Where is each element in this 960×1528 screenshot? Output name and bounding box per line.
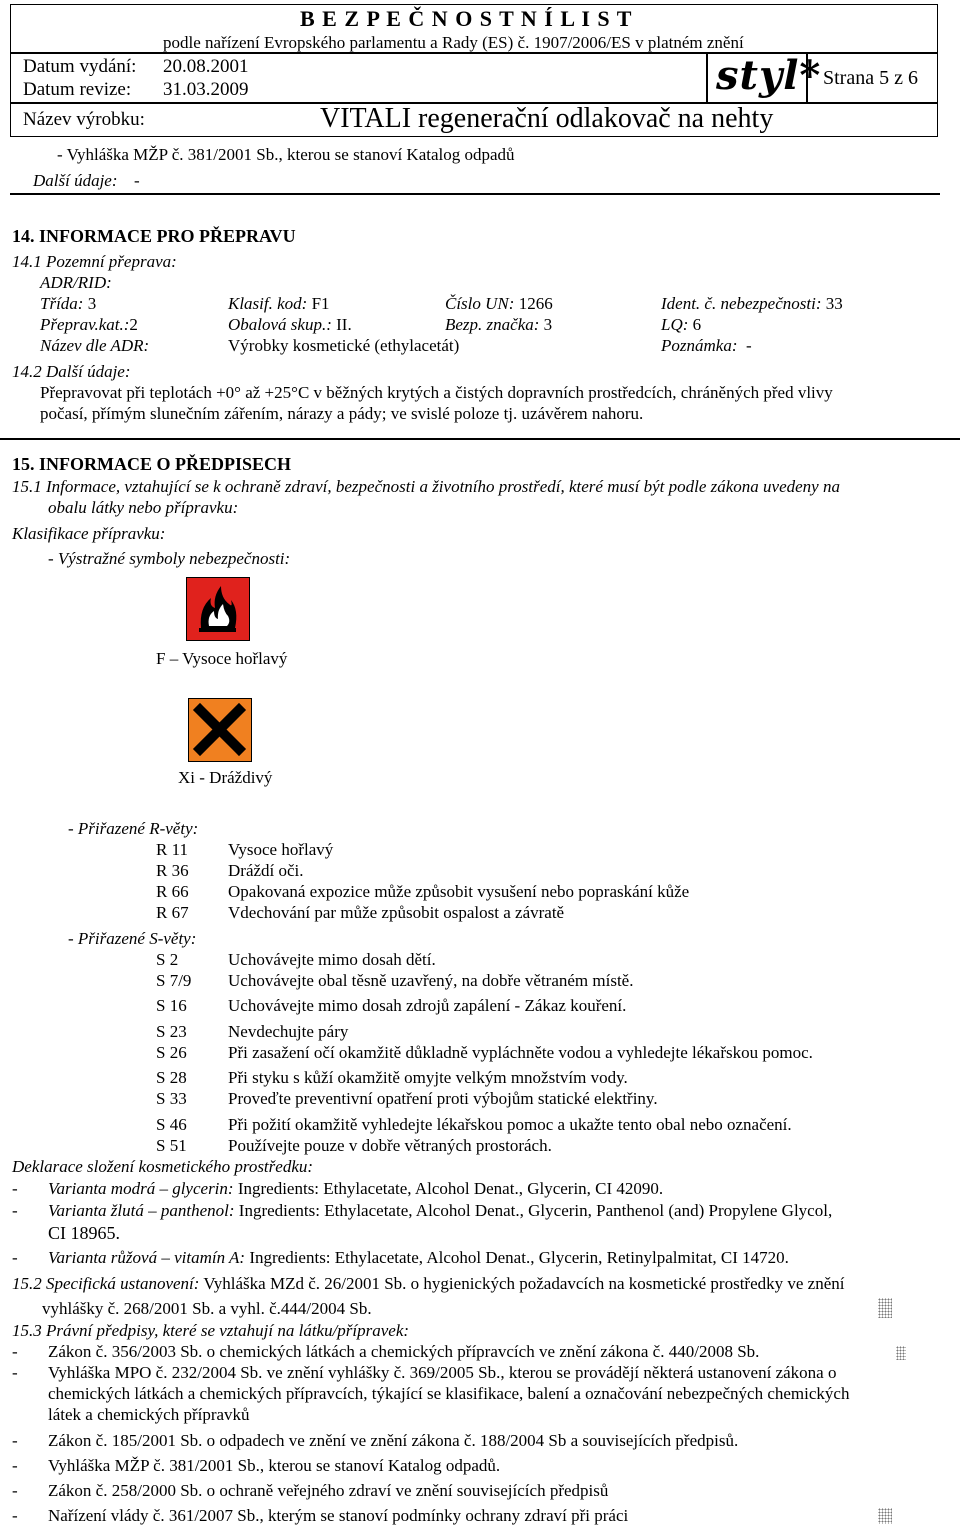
specific-provisions-cont: vyhlášky č. 268/2001 Sb. a vyhl. č.444/2004 Sb. <box>42 1299 372 1318</box>
transport-other-label: 14.2 Další údaje: <box>12 362 131 381</box>
document-subtitle: podle nařízení Evropského parlamentu a Rady (ES) č. 1907/2006/ES v platném znění <box>163 33 744 52</box>
s-phrase-code: S 46 <box>156 1115 187 1134</box>
s-phrase-text: Proveďte preventivní opatření proti výbojům statické elektřiny. <box>228 1089 658 1108</box>
s-phrase-code: S 2 <box>156 950 179 969</box>
specific-provisions: 15.2 Specifická ustanovení: Vyhláška MZd č. 26/2001 Sb. o hygienických požadavcích na kosmetické prostředky ve znění <box>12 1274 845 1293</box>
hazard-identification: Ident. č. nebezpečnosti: 33 <box>661 294 843 313</box>
section-divider <box>0 438 960 440</box>
adr-classification-code: Klasif. kod: F1 <box>228 294 330 313</box>
regulatory-info-line-2: obalu látky nebo přípravku: <box>48 498 239 517</box>
adr-class: Třída: 3 <box>40 294 97 313</box>
transport-other-line-2: počasí, přímým slunečním zářením, nárazy a pády; ve svislé poloze tj. uzávěrem nahoru. <box>40 404 644 423</box>
variant-blue: Varianta modrá – glycerin: Ingredients: Ethylacetate, Alcohol Denat., Glycerin, CI 42090. <box>48 1179 664 1198</box>
revision-date-label: Datum revize: <box>23 79 132 100</box>
revision-date: 31.03.2009 <box>163 79 249 100</box>
adr-note: Poznámka: - <box>661 336 752 355</box>
scan-artifact <box>878 1298 892 1318</box>
product-label: Název výrobku: <box>23 109 145 130</box>
transport-other-line-1: Přepravovat při teplotách +0° až +25°C v běžných krytých a čistých dopravních prostředcích, chráněných před vlivy <box>40 383 833 402</box>
list-dash: - <box>12 1201 18 1220</box>
list-dash: - <box>12 1456 18 1475</box>
issue-date-label: Datum vydání: <box>23 56 137 77</box>
transport-category: Přeprav.kat.:2 <box>40 315 138 334</box>
declaration-label: Deklarace složení kosmetického prostředku: <box>12 1157 314 1176</box>
list-dash: - <box>12 1431 18 1450</box>
r-phrase-text: Vdechování par může způsobit ospalost a závratě <box>228 903 565 922</box>
styl-logo: styl* <box>716 52 822 99</box>
s-phrases-label: - Přiřazené S-věty: <box>68 929 197 948</box>
variant-yellow-cont: CI 18965. <box>48 1223 120 1243</box>
product-name: VITALI regenerační odlakovač na nehty <box>320 103 774 134</box>
r-phrase-text: Vysoce hořlavý <box>228 840 334 859</box>
legal-item: Zákon č. 258/2000 Sb. o ochraně veřejného zdraví ve znění souvisejících předpisů <box>48 1481 609 1500</box>
s-phrase-text: Při požití okamžitě vyhledejte lékařskou pomoc a ukažte tento obal nebo označení. <box>228 1115 792 1134</box>
list-dash: - <box>12 1363 18 1382</box>
other-info-label: Další údaje: <box>33 171 118 190</box>
s-phrase-code: S 16 <box>156 996 187 1015</box>
waste-catalog-line: - Vyhláška MŽP č. 381/2001 Sb., kterou se stanoví Katalog odpadů <box>57 145 515 164</box>
legal-item: Vyhláška MPO č. 232/2004 Sb. ve znění vyhlášky č. 369/2005 Sb., kterou se provádějí některá ustanovení zákona o <box>48 1363 837 1382</box>
classification-label: Klasifikace přípravku: <box>12 524 166 543</box>
document-title: B E Z P E Č N O S T N Í L I S T <box>300 6 633 31</box>
s-phrase-code: S 23 <box>156 1022 187 1041</box>
legal-item: Zákon č. 356/2003 Sb. o chemických látkách a chemických přípravcích ve znění zákona č. 440/2008 Sb. <box>48 1342 760 1361</box>
legal-regulations-label: 15.3 Právní předpisy, které se vztahují na látku/přípravek: <box>12 1321 410 1340</box>
list-dash: - <box>12 1342 18 1361</box>
regulatory-info-line-1: 15.1 Informace, vztahující se k ochraně zdraví, bezpečnosti a životního prostředí, které musí být podle zákona uvedeny na <box>12 477 840 496</box>
other-info-value: - <box>134 171 140 190</box>
r-phrase-code: R 67 <box>156 903 189 922</box>
hazard-symbols-label: - Výstražné symboly nebezpečnosti: <box>48 549 291 568</box>
legal-item-cont: látek a chemických přípravků <box>48 1405 250 1424</box>
s-phrase-text: Nevdechujte páry <box>228 1022 349 1041</box>
x-cross-icon <box>188 698 252 762</box>
s-phrase-text: Uchovávejte obal těsně uzavřený, na dobře větraném místě. <box>228 971 634 990</box>
s-phrase-code: S 26 <box>156 1043 187 1062</box>
s-phrase-text: Při zasažení očí okamžitě důkladně vypláchněte vodou a vyhledejte lékařskou pomoc. <box>228 1043 813 1062</box>
s-phrase-code: S 7/9 <box>156 971 192 990</box>
issue-date: 20.08.2001 <box>163 56 249 77</box>
section-15-heading: 15. INFORMACE O PŘEDPISECH <box>12 454 292 474</box>
legal-item-cont: chemických látkách a chemických přípravcích, týkající se klasifikace, balení a označování nebezpečných chemických <box>48 1384 850 1403</box>
list-dash: - <box>12 1506 18 1525</box>
symbol-f-label: F – Vysoce hořlavý <box>156 649 288 668</box>
s-phrase-text: Při styku s kůží okamžitě omyjte velkým množstvím vody. <box>228 1068 628 1087</box>
section-14-heading: 14. INFORMACE PRO PŘEPRAVU <box>12 226 296 246</box>
list-dash: - <box>12 1481 18 1500</box>
legal-item: Nařízení vlády č. 361/2007 Sb., kterým se stanoví podmínky ochrany zdraví při práci <box>48 1506 629 1525</box>
list-dash: - <box>12 1248 18 1267</box>
section-divider <box>10 193 940 195</box>
adr-rid-label: ADR/RID: <box>40 273 112 292</box>
s-phrase-text: Uchovávejte mimo dosah dětí. <box>228 950 436 969</box>
s-phrase-text: Používejte pouze v dobře větraných prostorách. <box>228 1136 552 1155</box>
r-phrase-text: Dráždí oči. <box>228 861 304 880</box>
un-number: Číslo UN: 1266 <box>445 294 553 313</box>
scan-artifact <box>896 1346 906 1360</box>
s-phrase-code: S 51 <box>156 1136 187 1155</box>
adr-name-value: Výrobky kosmetické (ethylacetát) <box>228 336 460 355</box>
legal-item: Zákon č. 185/2001 Sb. o odpadech ve znění ve znění zákona č. 188/2004 Sb a souvisejících předpisů. <box>48 1431 739 1450</box>
r-phrase-text: Opakovaná expozice může způsobit vysušení nebo popraskání kůže <box>228 882 690 901</box>
variant-yellow: Varianta žlutá – panthenol: Ingredients: Ethylacetate, Alcohol Denat., Glycerin, Panthenol (and) Propylene Glycol, <box>48 1201 833 1220</box>
r-phrase-code: R 36 <box>156 861 189 880</box>
page-number: Strana 5 z 6 <box>823 67 918 89</box>
s-phrase-code: S 33 <box>156 1089 187 1108</box>
land-transport-label: 14.1 Pozemní přeprava: <box>12 252 177 271</box>
r-phrase-code: R 66 <box>156 882 189 901</box>
scan-artifact <box>878 1508 892 1524</box>
r-phrase-code: R 11 <box>156 840 188 859</box>
legal-item: Vyhláška MŽP č. 381/2001 Sb., kterou se stanoví Katalog odpadů. <box>48 1456 501 1475</box>
r-phrases-label: - Přiřazené R-věty: <box>68 819 199 838</box>
variant-pink: Varianta růžová – vitamín A: Ingredients: Ethylacetate, Alcohol Denat., Glycerin, Retinylpalmitat, CI 14720. <box>48 1248 789 1267</box>
list-dash: - <box>12 1179 18 1198</box>
s-phrase-code: S 28 <box>156 1068 187 1087</box>
adr-name-label: Název dle ADR: <box>40 336 150 355</box>
packing-group: Obalová skup.: II. <box>228 315 352 334</box>
s-phrase-text: Uchovávejte mimo dosah zdrojů zapálení - Zákaz kouření. <box>228 996 627 1015</box>
symbol-xi-label: Xi - Dráždivý <box>178 768 273 787</box>
flame-icon <box>186 577 250 641</box>
safety-sign: Bezp. značka: 3 <box>445 315 553 334</box>
limited-quantity: LQ: 6 <box>661 315 702 334</box>
